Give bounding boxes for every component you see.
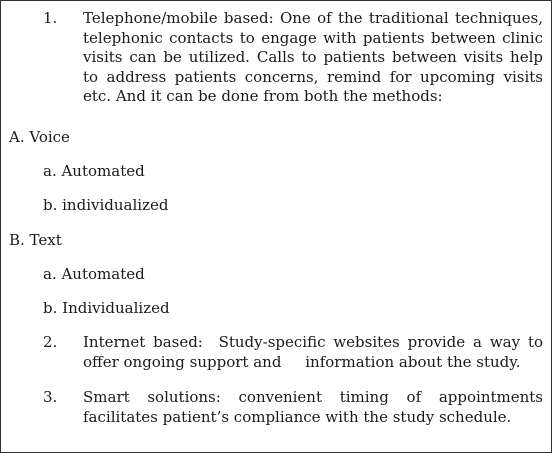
item-number: 3. (43, 388, 58, 406)
list-item-smart-solutions (9, 388, 543, 427)
list-item-telephone (9, 9, 543, 107)
item-text: Smart solutions: convenient timing of appointments facilitates patient’s compliance with the study schedule. (83, 388, 543, 426)
list-item-internet (9, 333, 548, 372)
item-text: Telephone/mobile based: One of the traditional techniques, telephonic contacts to engage with patients between clinic visits can be utilized. Calls to patients between visits help to address patients concerns, remind for upcoming visits etc. And it can be done from both the methods: (83, 9, 543, 105)
text-option-automated: a. Automated (43, 265, 145, 283)
item-text: Internet based: Study-specific websites provide a way to offer ongoing support and information about the study. (83, 333, 548, 371)
voice-option-individualized: b. individualized (43, 196, 169, 214)
method-voice-heading: A. Voice (9, 128, 70, 146)
voice-option-automated: a. Automated (43, 162, 145, 180)
method-text-heading: B. Text (9, 231, 62, 249)
item-number: 2. (43, 333, 58, 351)
item-number: 1. (43, 9, 58, 27)
text-option-individualized: b. Individualized (43, 299, 170, 317)
